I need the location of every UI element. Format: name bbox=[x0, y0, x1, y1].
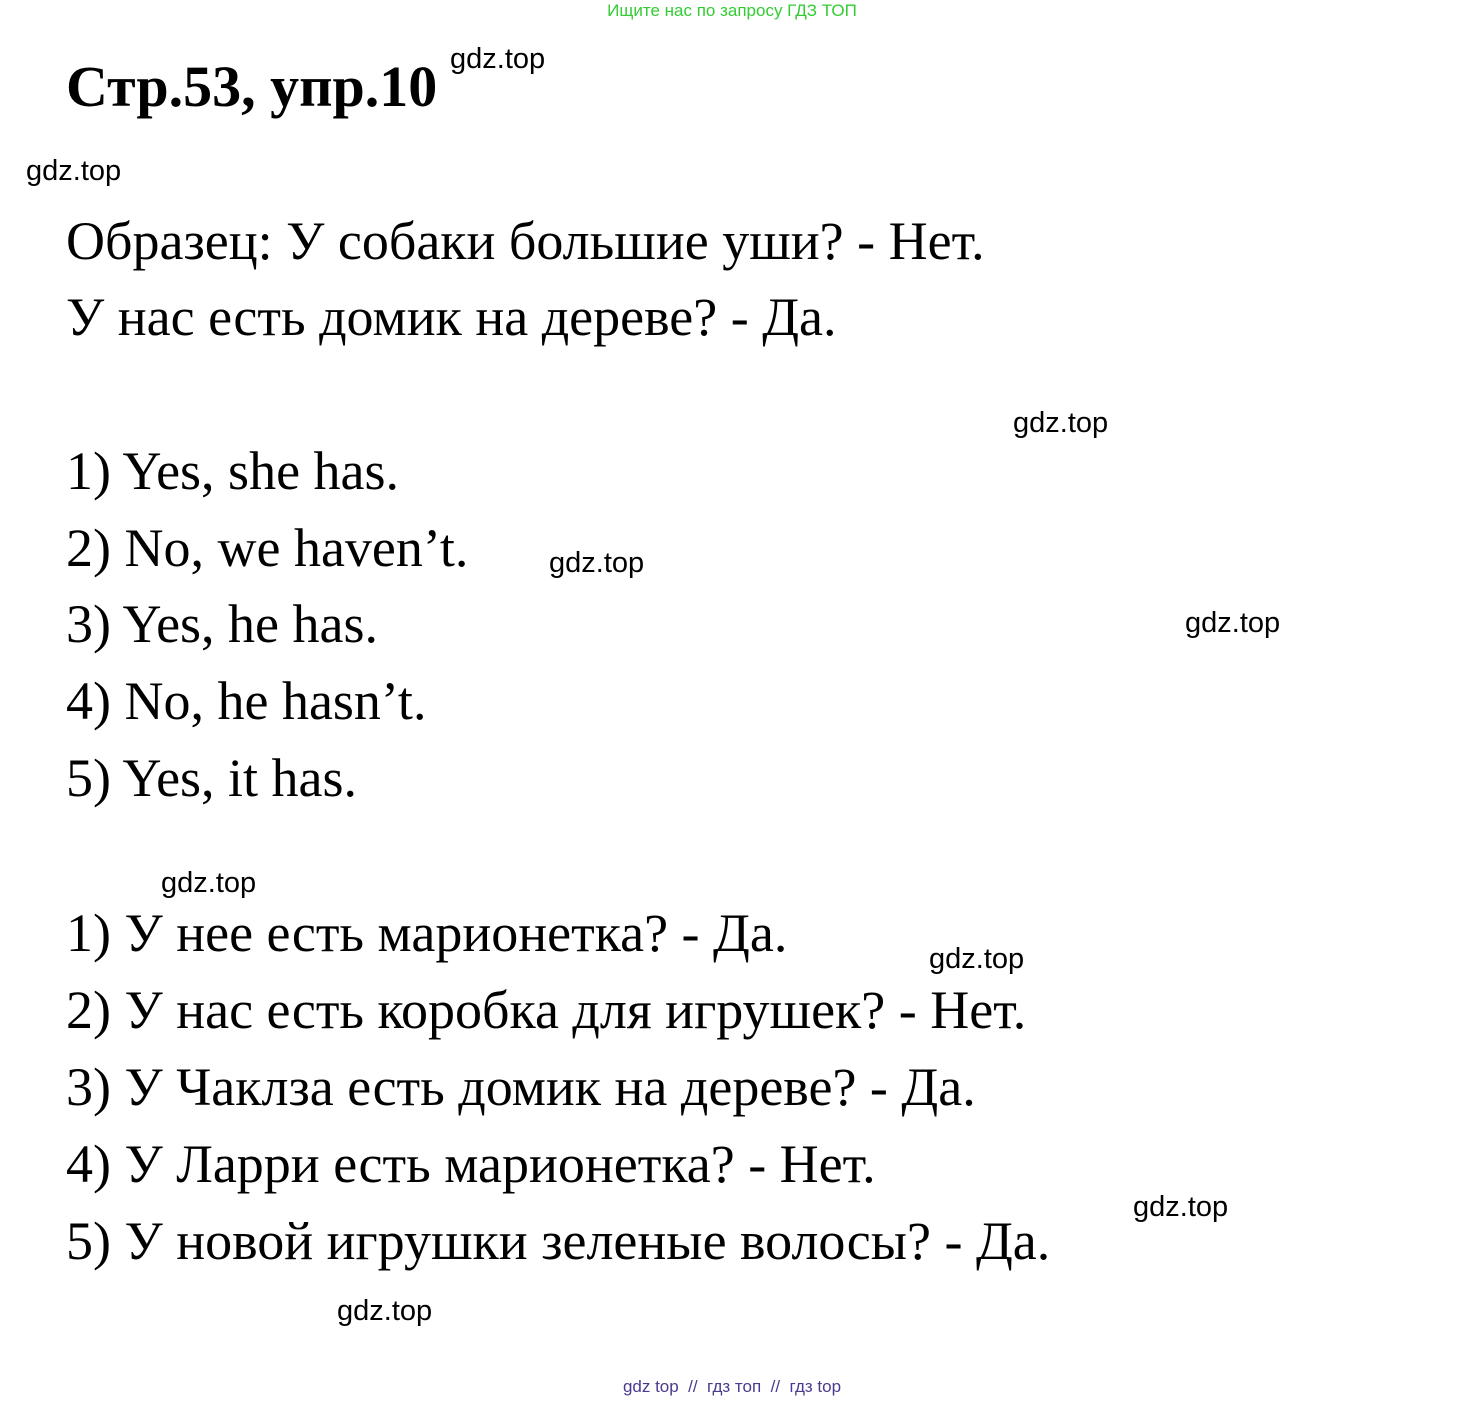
footer-watermark: gdz top // гдз топ // гдз top bbox=[622, 1377, 842, 1396]
answer-en-2: 2) No, we haven’t. bbox=[66, 518, 469, 578]
watermark: gdz.top bbox=[1013, 407, 1109, 439]
watermark: gdz.top bbox=[26, 155, 122, 187]
watermark: gdz.top bbox=[549, 547, 645, 579]
answer-en-5: 5) Yes, it has. bbox=[66, 748, 358, 808]
watermark: gdz.top bbox=[929, 943, 1025, 975]
watermark: gdz.top bbox=[161, 867, 257, 899]
answer-en-4: 4) No, he hasn’t. bbox=[66, 671, 427, 731]
sample-line-1: Образец: У собаки большие уши? - Нет. bbox=[66, 211, 985, 271]
answer-ru-2: 2) У нас есть коробка для игрушек? - Нет. bbox=[66, 980, 1027, 1040]
watermark: gdz.top bbox=[337, 1295, 433, 1327]
answer-ru-5: 5) У новой игрушки зеленые волосы? - Да. bbox=[66, 1211, 1051, 1271]
answer-ru-1: 1) У нее есть марионетка? - Да. bbox=[66, 903, 788, 963]
watermark: gdz.top bbox=[450, 43, 546, 75]
page-title: Стр.53, упр.10 bbox=[66, 54, 438, 119]
top-banner: Ищите нас по запросу ГДЗ ТОП bbox=[607, 1, 857, 20]
answer-ru-3: 3) У Чаклза есть домик на дереве? - Да. bbox=[66, 1057, 976, 1117]
watermark: gdz.top bbox=[1185, 607, 1281, 639]
answer-en-1: 1) Yes, she has. bbox=[66, 441, 400, 501]
answer-ru-4: 4) У Ларри есть марионетка? - Нет. bbox=[66, 1134, 876, 1194]
answer-en-3: 3) Yes, he has. bbox=[66, 594, 379, 654]
watermark: gdz.top bbox=[1133, 1191, 1229, 1223]
sample-line-2: У нас есть домик на дереве? - Да. bbox=[66, 287, 837, 347]
